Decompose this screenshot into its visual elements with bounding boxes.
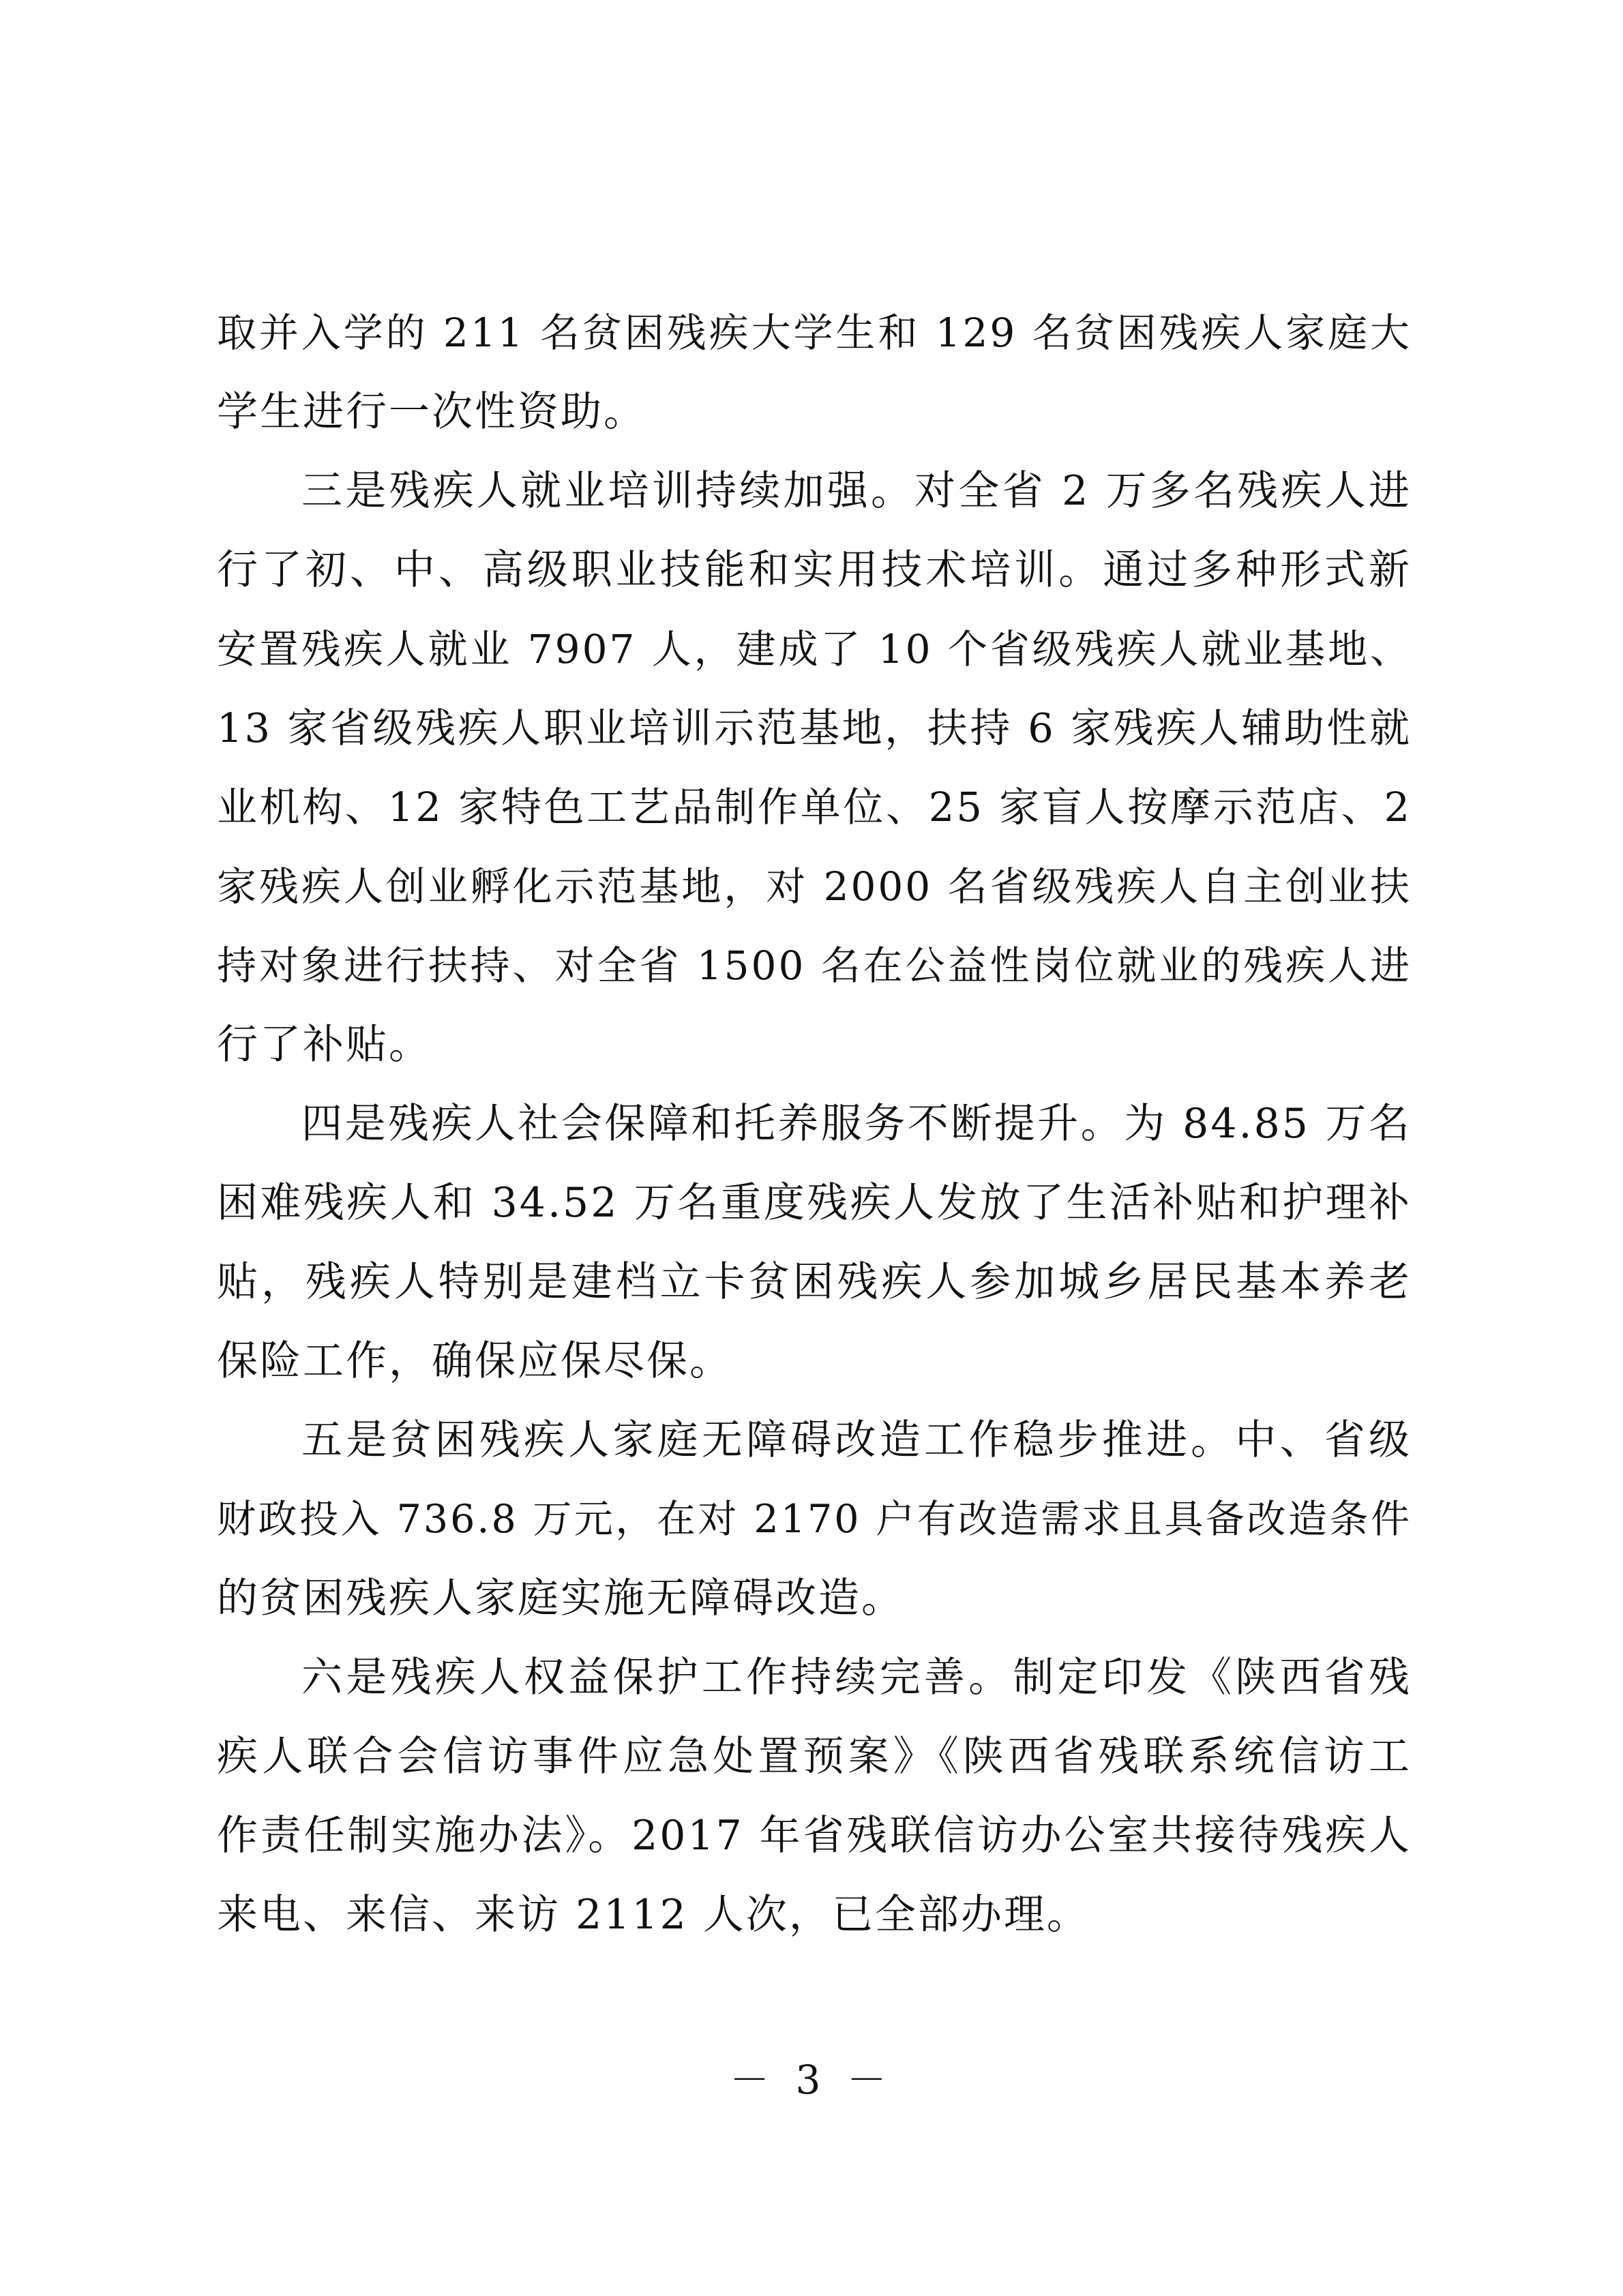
paragraph-line: 行了初、中、高级职业技能和实用技术培训。通过多种形式新: [217, 546, 1412, 594]
paragraph-line: 四是残疾人社会保障和托养服务不断提升。为 84.85 万名: [301, 1100, 1412, 1148]
paragraph-line: 的贫困残疾人家庭实施无障碍改造。: [217, 1575, 904, 1622]
paragraph-line: 取并入学的 211 名贫困残疾大学生和 129 名贫困残疾人家庭大: [217, 310, 1412, 356]
paragraph-line: 六是残疾人权益保护工作持续完善。制定印发《陕西省残: [301, 1654, 1412, 1701]
paragraph-line: 安置残疾人就业 7907 人，建成了 10 个省级残疾人就业基地、: [217, 626, 1412, 672]
paragraph-line: 五是贫困残疾人家庭无障碍改造工作稳步推进。中、省级: [301, 1416, 1412, 1464]
paragraph-line: 家残疾人创业孵化示范基地，对 2000 名省级残疾人自主创业扶: [217, 863, 1412, 910]
paragraph-line: 13 家省级残疾人职业培训示范基地，扶持 6 家残疾人辅助性就: [217, 704, 1412, 751]
paragraph-line: 贴，残疾人特别是建档立卡贫困残疾人参加城乡居民基本养老: [217, 1258, 1412, 1306]
paragraph-line: 疾人联合会信访事件应急处置预案》《陕西省残联系统信访工: [217, 1733, 1412, 1780]
paragraph-line: 学生进行一次性资助。: [217, 388, 646, 436]
paragraph-line: 作责任制实施办法》。2017 年省残联信访办公室共接待残疾人: [217, 1812, 1412, 1860]
paragraph-line: 业机构、12 家特色工艺品制作单位、25 家盲人按摩示范店、2: [217, 784, 1412, 831]
paragraph-line: 财政投入 736.8 万元，在对 2170 户有改造需求且具备改造条件: [217, 1497, 1412, 1542]
paragraph-line: 三是残疾人就业培训持续加强。对全省 2 万多名残疾人进: [301, 467, 1412, 515]
paragraph-line: 困难残疾人和 34.52 万名重度残疾人发放了生活补贴和护理补: [217, 1179, 1412, 1227]
paragraph-line: 来电、来信、来访 2112 人次，已全部办理。: [217, 1891, 1090, 1939]
paragraph-line: 持对象进行扶持、对全省 1500 名在公益性岗位就业的残疾人进: [217, 942, 1412, 989]
paragraph-line: 保险工作，确保应保尽保。: [217, 1337, 732, 1385]
body-text: [217, 293, 1412, 1954]
page-number: － 3 －: [730, 2057, 893, 2103]
paragraph-line: 行了补贴。: [217, 1021, 432, 1069]
